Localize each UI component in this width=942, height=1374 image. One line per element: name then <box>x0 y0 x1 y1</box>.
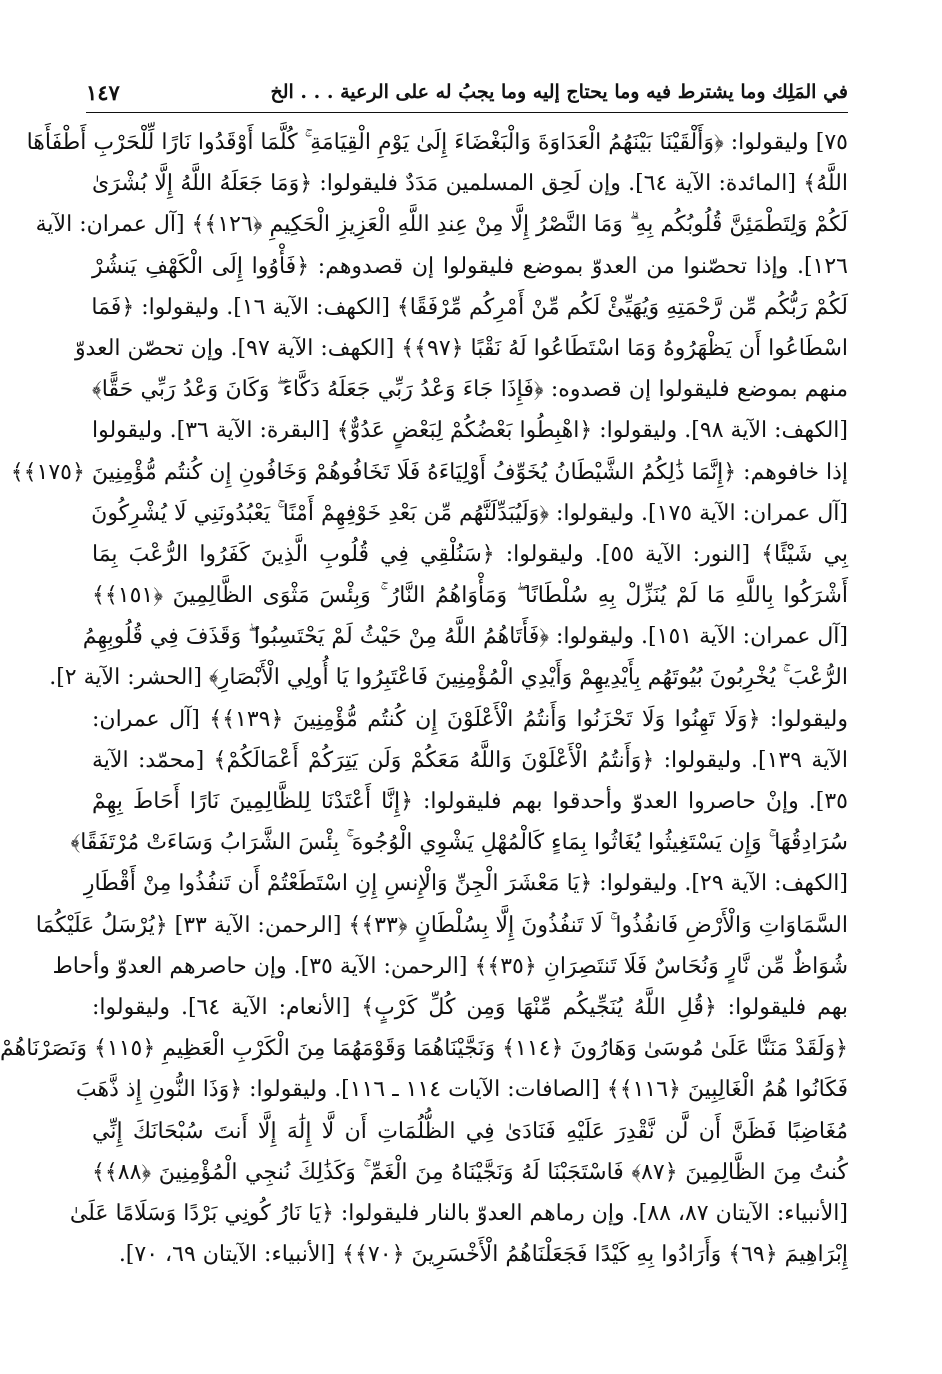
text-line: كُنتُ مِنَ الظَّالِمِينَ ﴿٨٧﴾ فَاسْتَجَبْنَا لَهُ وَنَجَّيْنَاهُ مِنَ الْغَمِّ ۚ وَكَذَٰلِكَ نُنجِي الْمُؤْمِنِينَ ﴿٨٨﴾﴾ <box>92 1159 848 1185</box>
text-line: [آل عمران: الآية ١٥١]. وليقولوا: ﴿فَأَتَاهُمُ اللَّهُ مِنْ حَيْثُ لَمْ يَحْتَسِبُوا ۖ وَقَذَفَ فِي قُلُوبِهِمُ <box>82 624 848 650</box>
text-line: بِي شَيْئًا﴾ [النور: الآية ٥٥]. وليقولوا: ﴿سَنُلْقِي فِي قُلُوبِ الَّذِينَ كَفَرُوا الرُّعْبَ بِمَا <box>92 541 848 567</box>
text-line: إِبْرَاهِيمَ ﴿٦٩﴾ وَأَرَادُوا بِهِ كَيْدًا فَجَعَلْنَاهُمُ الْأَخْسَرِينَ ﴿٧٠﴾﴾ [الأنبياء: الآيتان ٦٩، ٧٠]. <box>118 1242 848 1268</box>
text-line: [الكهف: الآية ٢٩]. وليقولوا: ﴿يَا مَعْشَرَ الْجِنِّ وَالْإِنسِ إِنِ اسْتَطَعْتُمْ أَن تَنفُذُوا مِنْ أَقْطَارِ <box>83 871 848 897</box>
text-line: لَكُمْ وَلِتَطْمَئِنَّ قُلُوبُكُم بِهِ ۗ وَمَا النَّصْرُ إِلَّا مِنْ عِندِ اللَّهِ الْعَزِيزِ الْحَكِيمِ ﴿١٢٦﴾﴾ [آل عمران: الآية <box>35 212 848 238</box>
text-line: ﴿وَلَقَدْ مَنَنَّا عَلَىٰ مُوسَىٰ وَهَارُونَ ﴿١١٤﴾ وَنَجَّيْنَاهُمَا وَقَوْمَهُمَا مِنَ الْكَرْبِ الْعَظِيمِ ﴿١١٥﴾ وَنَصَرْنَاهُمْ <box>0 1036 848 1062</box>
text-line: فَكَانُوا هُمُ الْغَالِبِينَ ﴿١١٦﴾﴾ [الصافات: الآيات ١١٤ ـ ١١٦]. وليقولوا: ﴿وَذَا النُّونِ إِذ ذَّهَبَ <box>75 1077 848 1103</box>
text-line: الآية ١٣٩]. وليقولوا: ﴿وَأَنتُمُ الْأَعْلَوْنَ وَاللَّهُ مَعَكُمْ وَلَن يَتِرَكُمْ أَعْمَالَكُمْ﴾ [محمّد: الآية <box>92 747 848 773</box>
running-title: في المَلِك وما يشترط فيه وما يحتاج إليه وما يجبُ له على الرعية . . . الخ <box>270 81 848 103</box>
text-line: منهم بموضع فليقولوا إن قصدوه: ﴿فَإِذَا جَاءَ وَعْدُ رَبِّي جَعَلَهُ دَكَّاءَ ۖ وَكَانَ وَعْدُ رَبِّي حَقًّا﴾ <box>92 377 848 403</box>
text-line: شُوَاظٌ مِّن نَّارٍ وَنُحَاسٌ فَلَا تَنتَصِرَانِ ﴿٣٥﴾﴾ [الرحمن: الآية ٣٥]. وإن حاصرهم العدوّ وأحاط <box>52 953 848 979</box>
text-line: ١٢٦]. وإذا تحصّنوا من العدوّ بموضع فليقولوا إن قصدوهم: ﴿فَأْوُوا إِلَى الْكَهْفِ يَنشُرْ <box>92 253 848 279</box>
text-line: مُغَاضِبًا فَظَنَّ أَن لَّن نَّقْدِرَ عَلَيْهِ فَنَادَىٰ فِي الظُّلُمَاتِ أَن لَّا إِلَٰهَ إِلَّا أَنتَ سُبْحَانَكَ إِنِّي <box>92 1118 848 1144</box>
text-line: [الكهف: الآية ٩٨]. وليقولوا: ﴿اهْبِطُوا بَعْضُكُمْ لِبَعْضٍ عَدُوٌّ﴾ [البقرة: الآية ٣٦]. وليقولوا <box>92 418 849 444</box>
text-line: سُرَادِقُهَا ۚ وَإِن يَسْتَغِيثُوا يُغَاثُوا بِمَاءٍ كَالْمُهْلِ يَشْوِي الْوُجُوهَ ۚ بِئْسَ الشَّرَابُ وَسَاءَتْ مُرْتَفَقًا﴾ <box>70 830 848 856</box>
text-line: [آل عمران: الآية ١٧٥]. وليقولوا: ﴿وَلَيُبَدِّلَنَّهُم مِّن بَعْدِ خَوْفِهِمْ أَمْنًا ۚ يَعْبُدُونَنِي لَا يُشْرِكُونَ <box>91 500 848 526</box>
text-line: بهم فليقولوا: ﴿قُلِ اللَّهُ يُنَجِّيكُم مِّنْهَا وَمِن كُلِّ كَرْبٍ﴾ [الأنعام: الآية ٦٤]. وليقولوا: <box>92 994 849 1020</box>
text-line: إذا خافوهم: ﴿إِنَّمَا ذَٰلِكُمُ الشَّيْطَانُ يُخَوِّفُ أَوْلِيَاءَهُ فَلَا تَخَافُوهُمْ وَخَافُونِ إِن كُنتُم مُّؤْمِنِينَ ﴿١٧٥﴾﴾ <box>10 459 848 485</box>
page-number: ١٤٧ <box>86 79 120 105</box>
text-line: اسْطَاعُوا أَن يَظْهَرُوهُ وَمَا اسْتَطَاعُوا لَهُ نَقْبًا ﴿٩٧﴾﴾ [الكهف: الآية ٩٧]. وإن تحصّن العدوّ <box>74 335 848 361</box>
body-text <box>0 122 849 1275</box>
text-line: وليقولوا: ﴿وَلَا تَهِنُوا وَلَا تَحْزَنُوا وَأَنتُمُ الْأَعْلَوْنَ إِن كُنتُم مُّؤْمِنِينَ ﴿١٣٩﴾﴾ [آل عمران: <box>92 706 848 732</box>
text-line: ٣٥]. وإنْ حاصروا العدوّ وأحدقوا بهم فليقولوا: ﴿إِنَّا أَعْتَدْنَا لِلظَّالِمِينَ نَارًا أَحَاطَ بِهِمْ <box>92 789 848 814</box>
page-header <box>86 72 848 113</box>
text-line: لَكُمْ رَبُّكُم مِّن رَّحْمَتِهِ وَيُهَيِّئْ لَكُم مِّنْ أَمْرِكُم مِّرْفَقًا﴾ [الكهف: الآية ١٦]. وليقولوا: ﴿فَمَا <box>91 294 848 320</box>
text-line: اللَّهُ﴾ [المائدة: الآية ٦٤]. وإن لَحِق المسلمين مَدَدٌ فليقولوا: ﴿وَمَا جَعَلَهُ اللَّهُ إِلَّا بُشْرَىٰ <box>92 171 848 197</box>
text-line: ٧٥] وليقولوا: ﴿وَأَلْقَيْنَا بَيْنَهُمُ الْعَدَاوَةَ وَالْبَغْضَاءَ إِلَىٰ يَوْمِ الْقِيَامَةِ ۚ كُلَّمَا أَوْقَدُوا نَارًا لِّلْحَرْبِ أَطْفَأَهَا <box>26 130 848 155</box>
text-line: الرُّعْبَ ۚ يُخْرِبُونَ بُيُوتَهُم بِأَيْدِيهِمْ وَأَيْدِي الْمُؤْمِنِينَ فَاعْتَبِرُوا يَا أُولِي الْأَبْصَارِ﴾ [الحشر: الآية ٢]. <box>49 665 848 691</box>
text-line: أَشْرَكُوا بِاللَّهِ مَا لَمْ يُنَزِّلْ بِهِ سُلْطَانًا ۖ وَمَأْوَاهُمُ النَّارُ ۚ وَبِئْسَ مَثْوَى الظَّالِمِينَ ﴿١٥١﴾﴾ <box>92 583 848 609</box>
text-line: السَّمَاوَاتِ وَالْأَرْضِ فَانفُذُوا ۚ لَا تَنفُذُونَ إِلَّا بِسُلْطَانٍ ﴿٣٣﴾﴾ [الرحمن: الآية ٣٣] ﴿يُرْسَلُ عَلَيْكُمَا <box>35 912 848 938</box>
text-line: [الأنبياء: الآيتان ٨٧، ٨٨]. وإن رماهم العدوّ بالنار فليقولوا: ﴿يَا نَارُ كُونِي بَرْدًا وَسَلَامًا عَلَىٰ <box>69 1200 848 1226</box>
